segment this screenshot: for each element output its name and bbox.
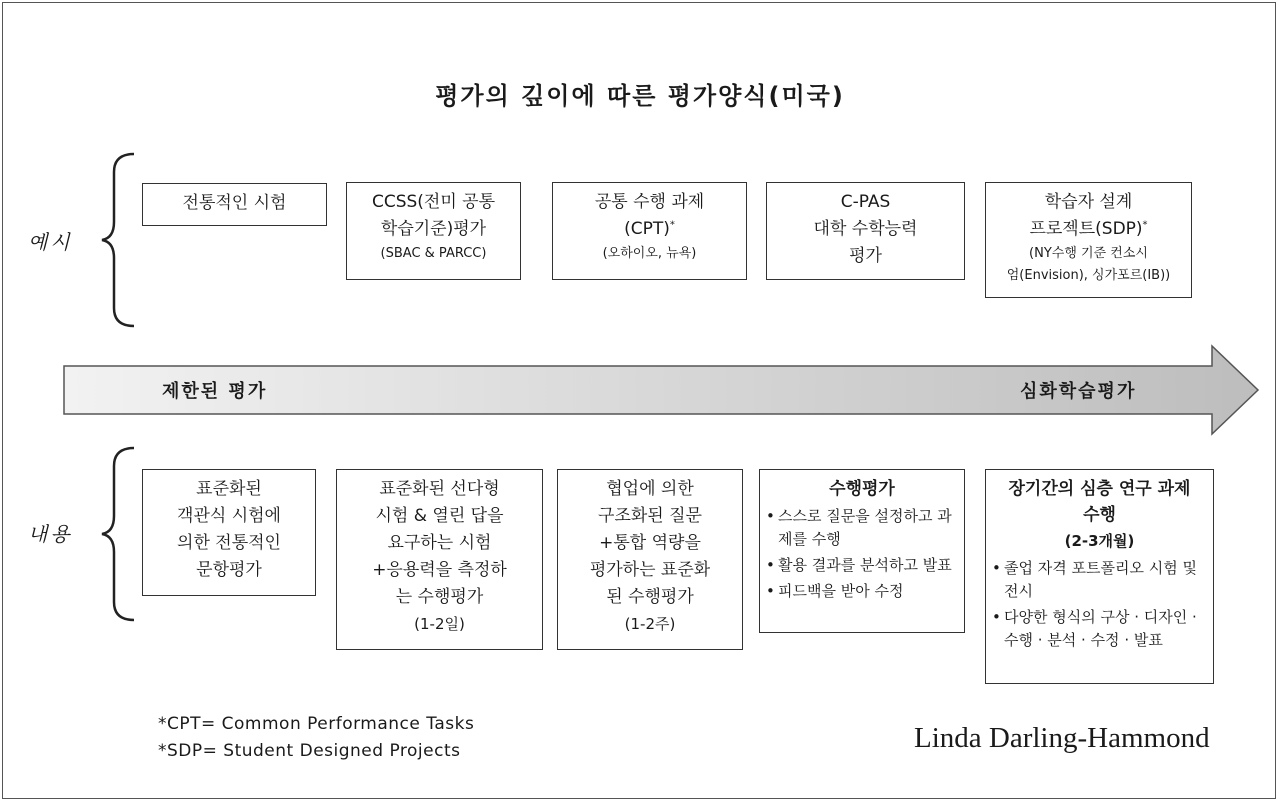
content-box-collaborative bbox=[557, 469, 743, 650]
content-box-traditional bbox=[142, 469, 316, 596]
content-box-heading: 장기간의 심층 연구 과제 수행 bbox=[1008, 479, 1191, 525]
footnote-marker: * bbox=[1142, 219, 1148, 231]
arrow-left-label: 제한된 평가 bbox=[162, 381, 268, 402]
example-box-line: 평가 bbox=[849, 246, 882, 266]
example-box-note: (오하이오, 뉴욕) bbox=[602, 246, 697, 261]
example-box-note: (SBAC & PARCC) bbox=[380, 246, 487, 261]
example-box-line: 공통 수행 과제 bbox=[594, 192, 705, 212]
example-box-line: (CPT) bbox=[624, 219, 670, 239]
content-box-line: 시험 & 열린 답을 bbox=[375, 506, 504, 526]
content-box-standardized bbox=[336, 469, 543, 650]
example-box-ccss bbox=[346, 182, 521, 280]
footnote-sdp: *SDP= Student Designed Projects bbox=[158, 741, 461, 761]
diagram-title: 평가의 깊이에 따른 평가양식(미국) bbox=[435, 82, 845, 110]
content-box-line: 객관식 시험에 bbox=[177, 506, 281, 526]
content-box-line: +통합 역량을 bbox=[599, 533, 701, 553]
arrow-right-label: 심화학습평가 bbox=[1020, 381, 1137, 402]
content-box-long-term bbox=[985, 469, 1214, 684]
examples-brace bbox=[100, 150, 140, 330]
content-box-duration: (1-2일) bbox=[414, 615, 465, 633]
content-box-performance bbox=[759, 469, 965, 633]
content-box-line: 문항평가 bbox=[196, 560, 262, 580]
example-box-line: 대학 수학능력 bbox=[813, 219, 918, 239]
list-item: • 피드백을 받아 수정 bbox=[778, 580, 954, 603]
content-box-line: 협업에 의한 bbox=[606, 479, 694, 499]
content-box-subheading: (2-3개월) bbox=[1064, 532, 1135, 550]
content-box-line: 표준화된 선다형 bbox=[379, 479, 500, 499]
example-box-line: 학습기준)평가 bbox=[380, 219, 487, 239]
example-box-cpas bbox=[766, 182, 965, 280]
author-credit: Linda Darling-Hammond bbox=[914, 722, 1210, 754]
example-box-line: C-PAS bbox=[840, 192, 891, 212]
content-box-line: 구조화된 질문 bbox=[598, 506, 702, 526]
content-box-duration: (1-2주) bbox=[624, 615, 676, 633]
list-item: • 졸업 자격 포트폴리오 시험 및 전시 bbox=[1004, 557, 1203, 603]
list-item: • 스스로 질문을 설정하고 과제를 수행 bbox=[778, 505, 954, 551]
example-box-sdp bbox=[985, 182, 1192, 298]
example-box-line: CCSS(전미 공통 bbox=[371, 192, 496, 212]
examples-row-label: 예시 bbox=[28, 230, 73, 254]
content-bullet-list bbox=[986, 557, 1213, 652]
content-box-line: 는 수행평가 bbox=[395, 587, 484, 607]
example-box-traditional-test bbox=[142, 183, 327, 226]
example-box-line: 전통적인 시험 bbox=[182, 193, 287, 213]
content-box-heading: 수행평가 bbox=[829, 479, 895, 499]
content-bullet-list bbox=[760, 505, 964, 603]
content-box-line: 요구하는 시험 bbox=[387, 533, 492, 553]
example-box-line: 학습자 설계 bbox=[1044, 192, 1133, 212]
list-item: • 다양한 형식의 구상 · 디자인 · 수행 · 분석 · 수정 · 발표 bbox=[1004, 606, 1203, 652]
content-box-line: 평가하는 표준화 bbox=[589, 560, 711, 580]
list-item: • 활용 결과를 분석하고 발표 bbox=[778, 554, 954, 577]
footnote-marker: * bbox=[669, 219, 675, 231]
example-box-cpt bbox=[552, 182, 747, 280]
example-box-line: 프로젝트(SDP) bbox=[1029, 219, 1143, 239]
content-box-line: +응용력을 측정하 bbox=[372, 560, 507, 580]
footnote-cpt: *CPT= Common Performance Tasks bbox=[158, 714, 475, 734]
contents-row-label: 내용 bbox=[28, 522, 73, 546]
content-box-line: 된 수행평가 bbox=[606, 587, 694, 607]
example-box-note: (NY수행 기준 컨소시 bbox=[1029, 246, 1148, 261]
example-box-note: 엄(Envision), 싱가포르(IB)) bbox=[1006, 268, 1171, 283]
content-box-line: 의한 전통적인 bbox=[177, 533, 281, 553]
content-box-line: 표준화된 bbox=[196, 479, 262, 499]
contents-brace bbox=[100, 444, 140, 624]
